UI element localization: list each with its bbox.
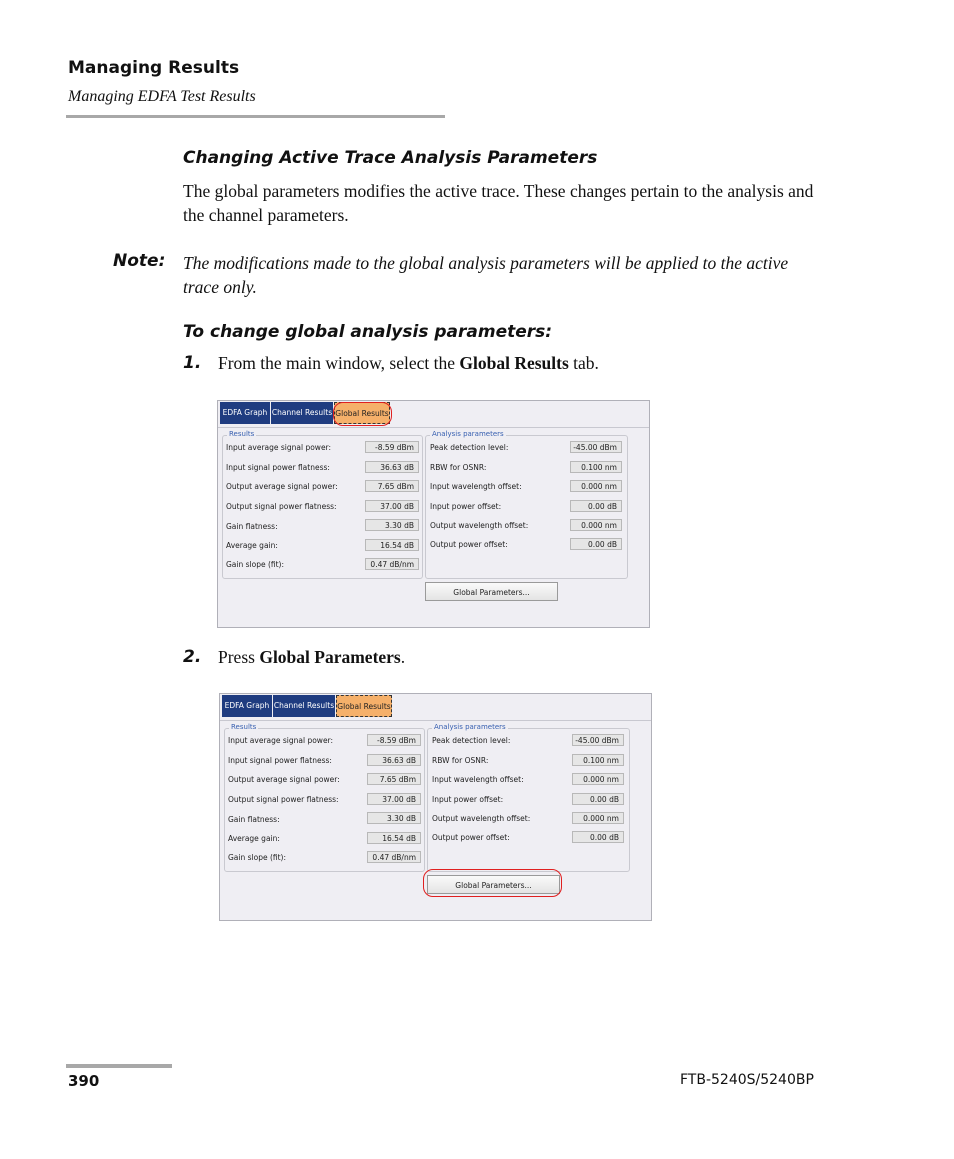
step-2-post: . [400, 647, 406, 667]
result-value: 37.00 dB [365, 500, 419, 512]
result-value: 0.47 dB/nm [367, 851, 421, 863]
result-label: Input average signal power: [226, 443, 332, 452]
analysis-group-label: Analysis parameters [432, 430, 504, 438]
step-2-bold: Global Parameters [259, 647, 401, 667]
tab-highlight-circle [333, 402, 392, 426]
tab-edfa-graph[interactable]: EDFA Graph [222, 695, 272, 717]
param-value: 0.100 nm [570, 461, 622, 473]
global-parameters-button[interactable]: Global Parameters... [425, 582, 558, 601]
result-value: 16.54 dB [367, 832, 421, 844]
result-value: 16.54 dB [365, 539, 419, 551]
tab-global-results[interactable]: Global Results [334, 402, 390, 424]
step-1-pre: From the main window, select the [218, 353, 460, 373]
param-label: Input power offset: [432, 795, 504, 804]
param-value: -45.00 dBm [570, 441, 622, 453]
result-value: -8.59 dBm [367, 734, 421, 746]
product-model: FTB-5240S/5240BP [680, 1072, 814, 1088]
param-value: 0.00 dB [570, 500, 622, 512]
param-label: Output power offset: [430, 540, 508, 549]
param-label: Input wavelength offset: [432, 775, 524, 784]
result-value: -8.59 dBm [365, 441, 419, 453]
header-rule [66, 115, 445, 118]
results-group [224, 723, 425, 872]
result-label: Output average signal power: [226, 482, 338, 491]
param-label: Output wavelength offset: [432, 814, 531, 823]
section-title: Changing Active Trace Analysis Parameters [183, 148, 598, 168]
param-label: Output wavelength offset: [430, 521, 529, 530]
step-1-bold: Global Results [459, 353, 569, 373]
screenshot-global-results-tab [217, 400, 650, 628]
analysis-parameters-group [427, 723, 630, 872]
result-label: Output signal power flatness: [226, 502, 337, 511]
section-body: The global parameters modifies the active trace. These changes pertain to the analysis and the channel parameters. [183, 181, 814, 225]
result-label: Output average signal power: [228, 775, 340, 784]
result-value: 3.30 dB [365, 519, 419, 531]
param-value: 0.100 nm [572, 754, 624, 766]
note-label: Note: [113, 251, 166, 271]
step-1-text [218, 353, 599, 374]
result-value: 36.63 dB [367, 754, 421, 766]
step-2-number: 2. [183, 647, 202, 667]
footer-rule [66, 1064, 172, 1068]
param-value: 0.000 nm [572, 812, 624, 824]
param-label: Peak detection level: [430, 443, 509, 452]
param-value: 0.00 dB [572, 831, 624, 843]
step-2-pre: Press [218, 647, 260, 667]
param-label: RBW for OSNR: [430, 463, 487, 472]
tab-channel-results[interactable]: Channel Results [273, 695, 335, 717]
result-label: Gain flatness: [228, 815, 280, 824]
page-number: 390 [68, 1072, 100, 1090]
param-label: Peak detection level: [432, 736, 511, 745]
step-2 [183, 647, 201, 667]
result-label: Output signal power flatness: [228, 795, 339, 804]
param-value: 0.000 nm [570, 480, 622, 492]
result-value: 3.30 dB [367, 812, 421, 824]
result-label: Gain slope (fit): [228, 853, 287, 862]
step-2-text [218, 647, 405, 668]
note-text: The modifications made to the global analysis parameters will be applied to the active trace only. [183, 253, 789, 297]
results-group [222, 430, 423, 579]
analysis-parameters-group [425, 430, 628, 579]
procedure-title: To change global analysis parameters: [183, 322, 553, 342]
results-group-label: Results [231, 723, 257, 731]
param-value: 0.00 dB [572, 793, 624, 805]
tab-edfa-graph[interactable]: EDFA Graph [220, 402, 270, 424]
result-label: Gain slope (fit): [226, 560, 285, 569]
tab-bar [218, 401, 649, 428]
result-value: 0.47 dB/nm [365, 558, 419, 570]
param-label: Input power offset: [430, 502, 502, 511]
result-label: Input average signal power: [228, 736, 334, 745]
screenshot-global-parameters-button [219, 693, 652, 921]
step-1-post: tab. [568, 353, 599, 373]
param-value: 0.000 nm [572, 773, 624, 785]
result-value: 37.00 dB [367, 793, 421, 805]
running-header-subtitle: Managing EDFA Test Results [68, 88, 256, 105]
step-1-number: 1. [183, 353, 202, 373]
tab-channel-results[interactable]: Channel Results [271, 402, 333, 424]
param-value: -45.00 dBm [572, 734, 624, 746]
result-label: Average gain: [226, 541, 278, 550]
global-parameters-button[interactable]: Global Parameters... [427, 875, 560, 894]
running-header-title: Managing Results [68, 58, 240, 78]
result-label: Input signal power flatness: [226, 463, 330, 472]
tab-bar [220, 694, 651, 721]
step-1 [183, 353, 201, 373]
param-value: 0.00 dB [570, 538, 622, 550]
param-label: Input wavelength offset: [430, 482, 522, 491]
result-value: 36.63 dB [365, 461, 419, 473]
param-value: 0.000 nm [570, 519, 622, 531]
results-group-label: Results [229, 430, 255, 438]
param-label: RBW for OSNR: [432, 756, 489, 765]
result-value: 7.65 dBm [367, 773, 421, 785]
tab-global-results[interactable]: Global Results [336, 695, 392, 717]
result-label: Average gain: [228, 834, 280, 843]
result-label: Gain flatness: [226, 522, 278, 531]
button-highlight-circle [423, 869, 562, 897]
result-value: 7.65 dBm [365, 480, 419, 492]
param-label: Output power offset: [432, 833, 510, 842]
analysis-group-label: Analysis parameters [434, 723, 506, 731]
result-label: Input signal power flatness: [228, 756, 332, 765]
